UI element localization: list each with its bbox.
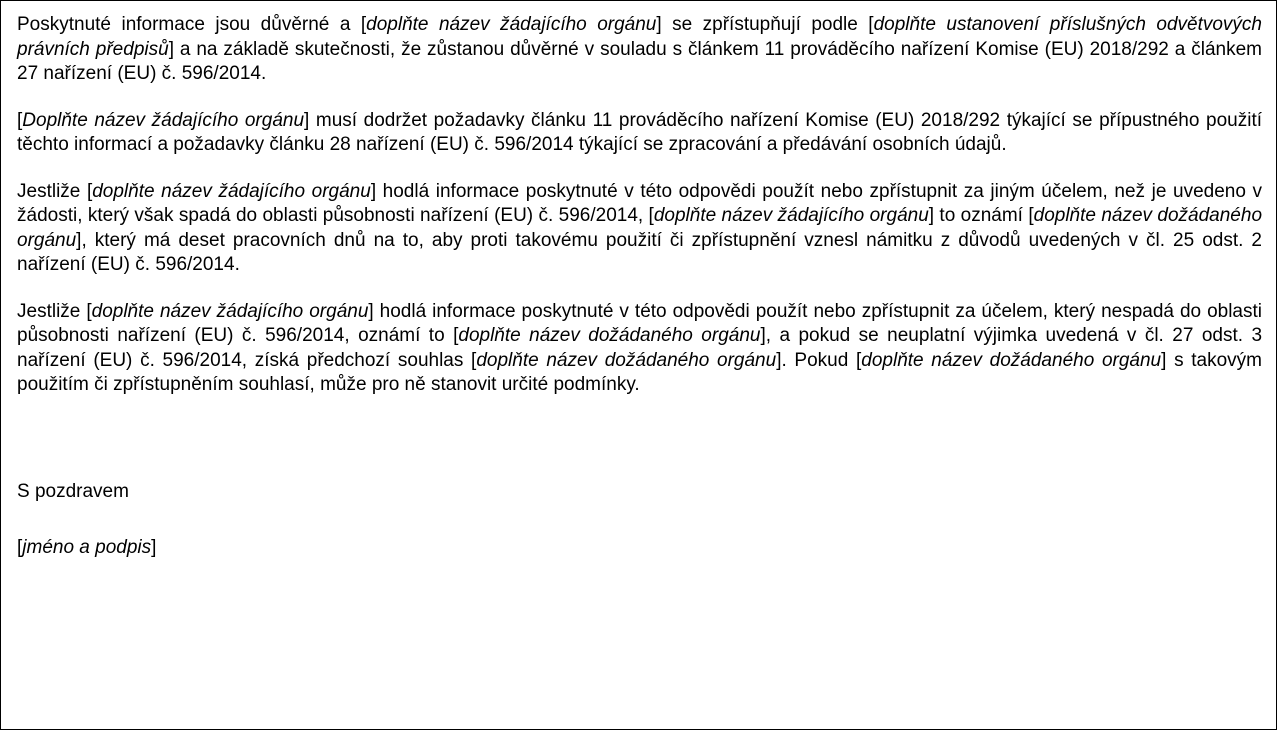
placeholder-text: doplňte název žádajícího orgánu: [92, 180, 371, 202]
signature-bracket-close: ]: [151, 537, 157, 558]
paragraph-text: ]. Pokud [: [776, 349, 862, 371]
paragraph-text: ] to oznámí [: [928, 205, 1034, 226]
placeholder-text: doplňte ustanovení příslušných odvětvových právních předpisů: [17, 14, 1262, 60]
paragraph-text: ] s takovým použitím či zpřístupněním souhlasí, může pro ně stanovit určité podmínky.: [17, 349, 1262, 395]
paragraph-text: Poskytnuté informace jsou důvěrné a [: [17, 14, 367, 35]
paragraph-text: ] hodlá informace poskytnuté v této odpovědi použít nebo zpřístupnit za účelem, který nespadá do oblasti působnosti nařízení (EU) č. 596/2014, oznámí to [: [17, 300, 1262, 346]
paragraph-text: ] se zpřístupňují podle [: [656, 14, 874, 35]
placeholder-text: doplňte název dožádaného orgánu: [17, 205, 1263, 251]
placeholder-text: doplňte název dožádaného orgánu: [476, 349, 777, 371]
paragraph-text: ] musí dodržet požadavky článku 11 prováděcího nařízení Komise (EU) 2018/292 týkající se přípustného použití těchto informací a požadavky článku 28 nařízení (EU) č. 596/2014 týkající se zpracování a předávání osobních údajů.: [17, 109, 1263, 155]
placeholder-text: doplňte název žádajícího orgánu: [653, 205, 929, 226]
placeholder-text: doplňte název dožádaného orgánu: [458, 325, 761, 346]
paragraph-text: ] a na základě skutečnosti, že zůstanou důvěrné v souladu s článkem 11 prováděcího nařízení Komise (EU) 2018/292 a článkem 27 nařízení (EU) č. 596/2014.: [17, 38, 1262, 84]
letter-body: [17, 13, 1262, 398]
letter-paragraph: [17, 300, 1262, 398]
placeholder-text: doplňte název dožádaného orgánu: [861, 349, 1162, 371]
letter-paragraph: [17, 180, 1262, 278]
paragraph-text: ], a pokud se neuplatní výjimka uvedená v čl. 27 odst. 3 nařízení (EU) č. 596/2014, získá předchozí souhlas [: [17, 325, 1263, 371]
paragraph-text: [: [17, 109, 23, 131]
letter-paragraph: [17, 109, 1262, 158]
paragraph-text: ] hodlá informace poskytnuté v této odpovědi použít nebo zpřístupnit za jiným účelem, než je uvedeno v žádosti, který však spadá do oblasti působnosti nařízení (EU) č. 596/2014, [: [17, 180, 1263, 226]
placeholder-text: doplňte název žádajícího orgánu: [91, 300, 369, 322]
closing-greeting: S pozdravem: [17, 480, 129, 502]
placeholder-text: doplňte název žádajícího orgánu: [366, 14, 657, 35]
signature-placeholder: [17, 536, 1262, 561]
paragraph-text: Jestliže [: [17, 300, 92, 322]
letter-paragraph: [17, 13, 1262, 87]
placeholder-text: Doplňte název žádajícího orgánu: [22, 109, 305, 131]
paragraph-text: ], který má deset pracovních dnů na to, aby proti takovému použití či zpřístupnění vznesl námitku z důvodů uvedených v čl. 25 odst. 2 nařízení (EU) č. 596/2014.: [17, 229, 1262, 275]
paragraph-text: Jestliže [: [17, 180, 93, 202]
signature-placeholder-text: jméno a podpis: [22, 537, 152, 558]
signature-bracket-open: [: [17, 537, 23, 558]
